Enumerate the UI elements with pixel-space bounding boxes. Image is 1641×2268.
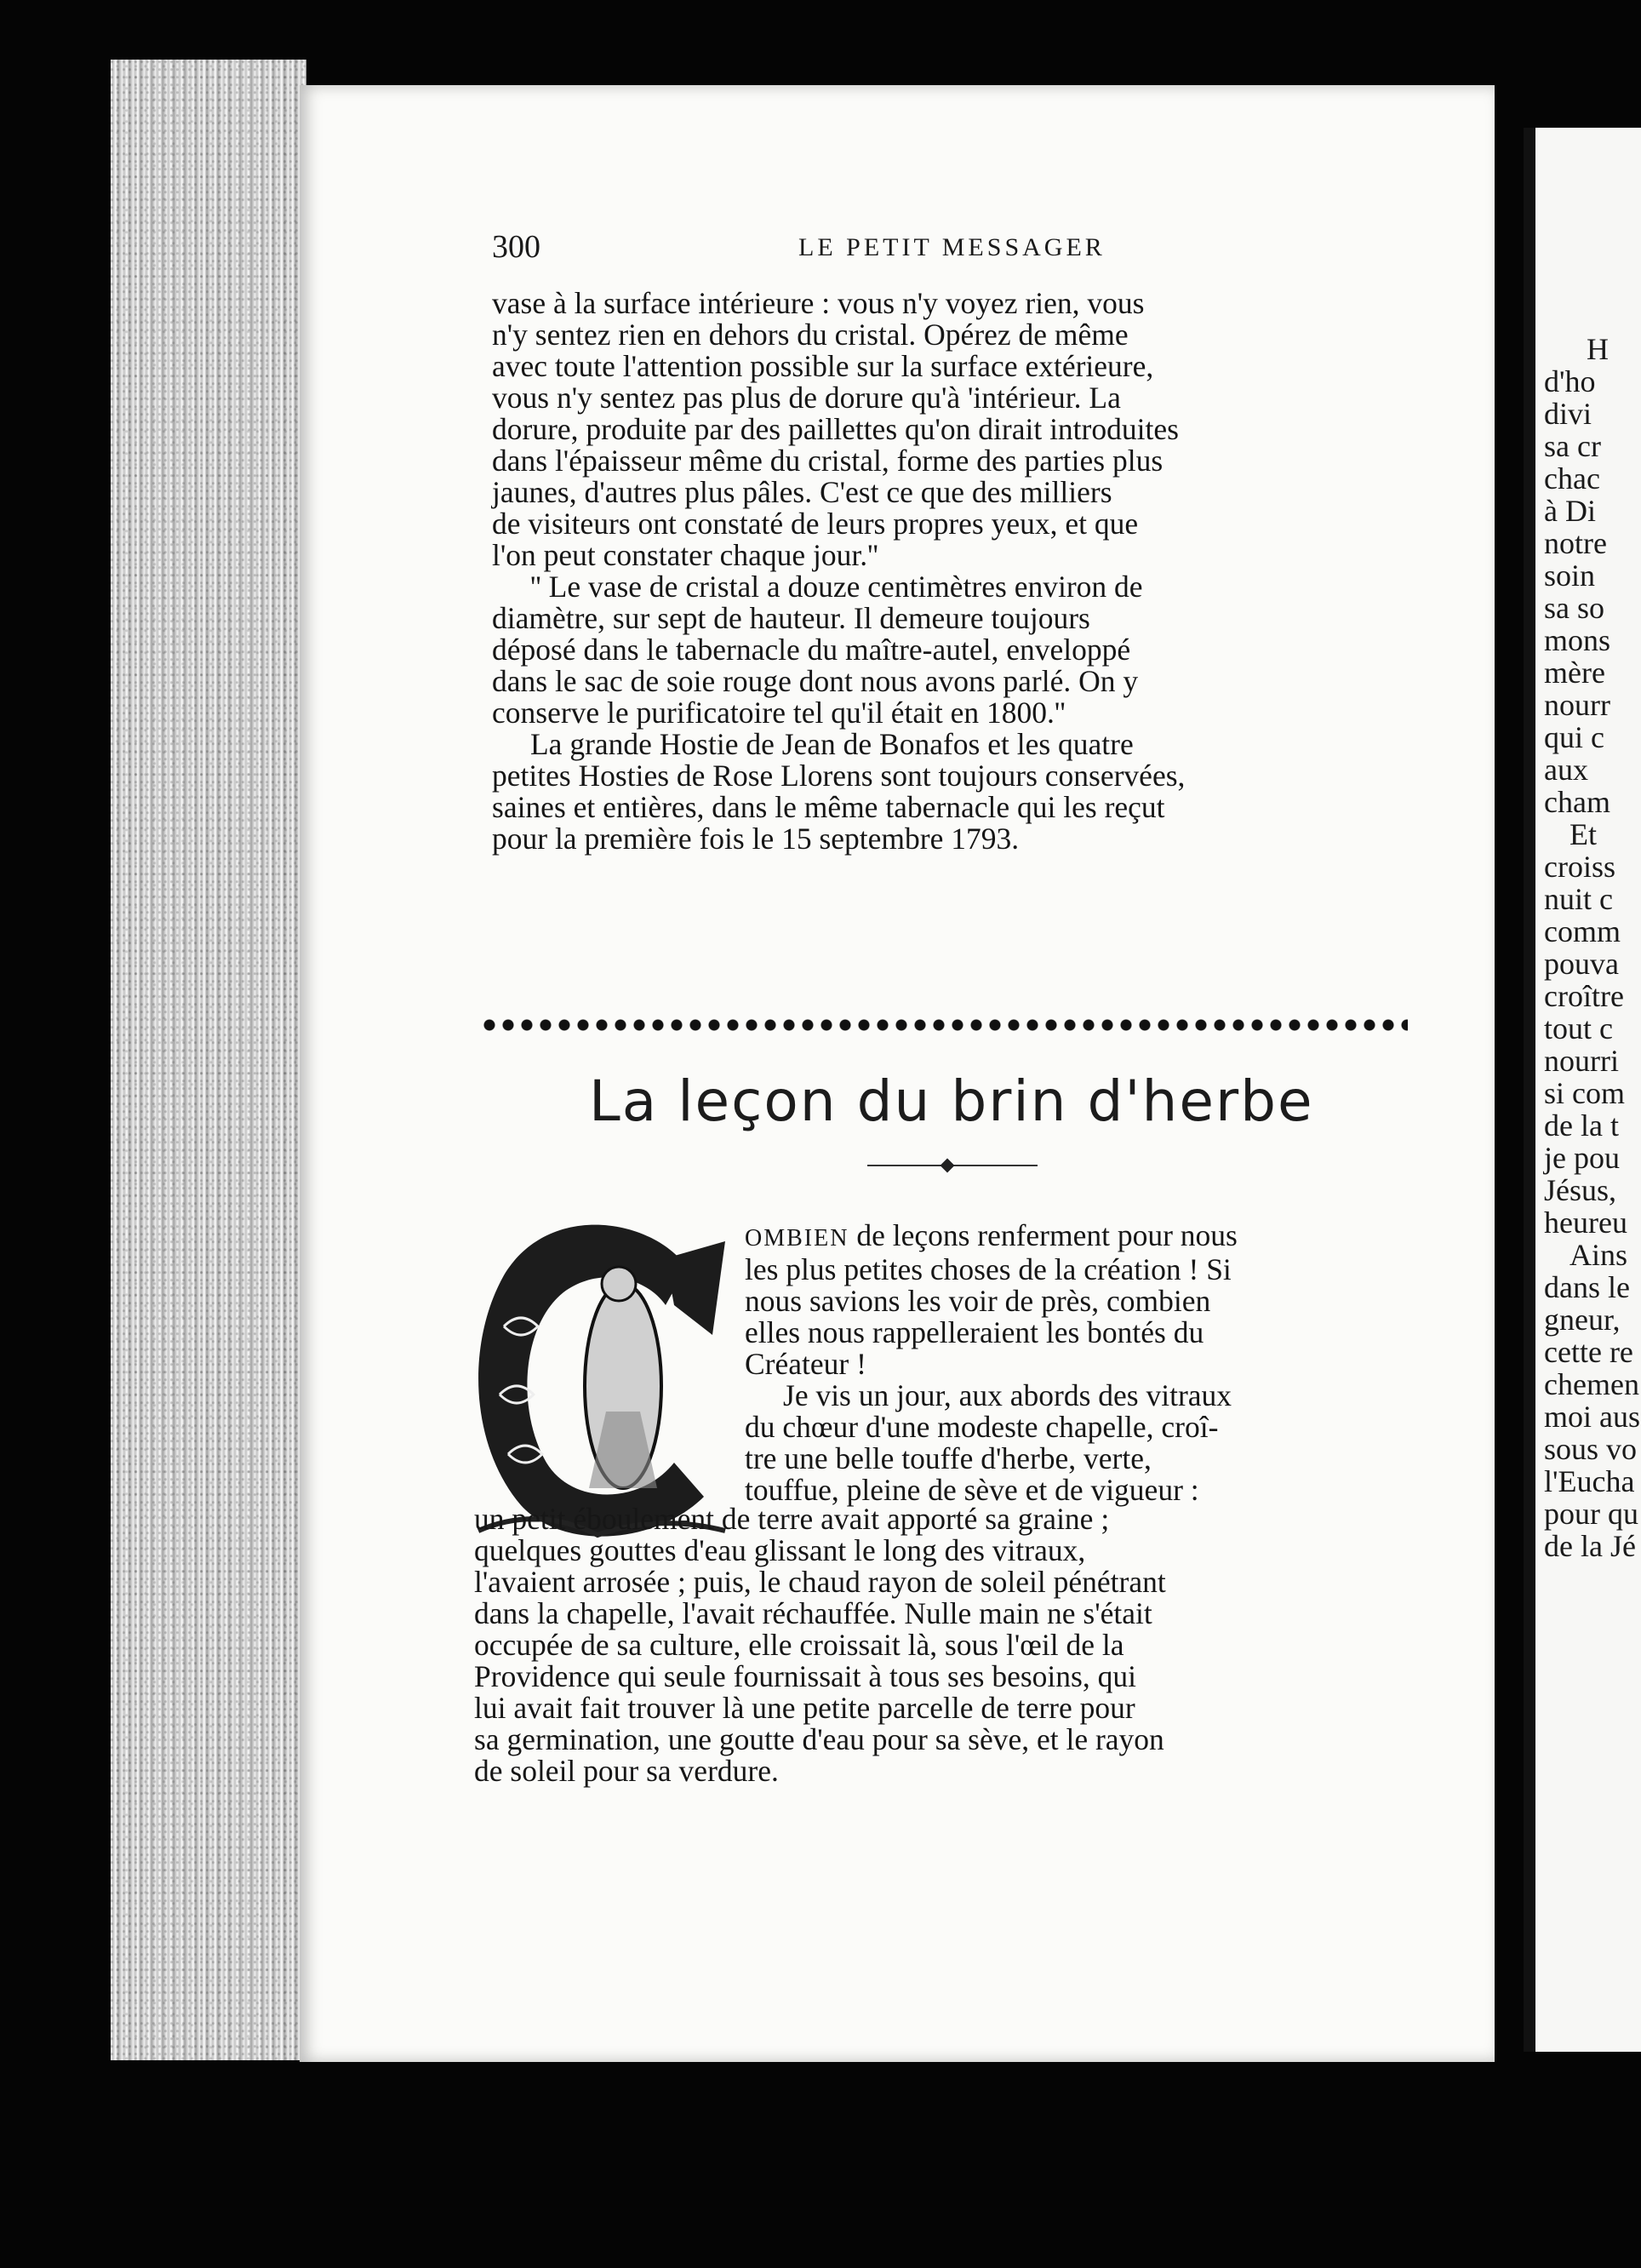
facing-line: divi [1544,397,1592,431]
text-line: diamètre, sur sept de hauteur. Il demeure toujours [492,601,1090,635]
facing-line: cette re [1544,1335,1633,1369]
facing-line: de la t [1544,1108,1619,1143]
text-line: l'avaient arrosée ; puis, le chaud rayon de soleil pénétrant [474,1565,1166,1599]
facing-line: mère [1544,656,1605,690]
text-line: occupée de sa culture, elle croissait là, sous l'œil de la [474,1628,1124,1662]
facing-line: pouva [1544,947,1619,981]
paragraph-continuation [492,288,1403,855]
text-line: conserve le purificatoire tel qu'il était en 1800.'' [492,696,1066,730]
text-line: pour la première fois le 15 septembre 1793. [492,822,1020,856]
facing-line: qui c [1544,720,1604,754]
facing-line: d'ho [1544,364,1596,398]
facing-line: chemen [1544,1367,1639,1401]
section-title: La leçon du brin d'herbe [589,1068,1314,1134]
text-line: de soleil pour sa verdure. [474,1754,779,1788]
facing-line: à Di [1544,494,1596,528]
text-line: touffue, pleine de sève et de vigueur : [745,1473,1199,1507]
text-line: de visiteurs ont constaté de leurs propres yeux, et que [492,507,1139,541]
facing-line: sa cr [1544,429,1601,463]
text-line: saines et entières, dans le même tabernacle qui les reçut [492,790,1165,824]
text-line: sa germination, une goutte d'eau pour sa sève, et le rayon [474,1722,1164,1756]
facing-line: dans le [1544,1270,1630,1304]
text-line [745,1220,1400,1254]
text-line: Créateur ! [745,1347,866,1381]
text-line: Je vis un jour, aux abords des vitraux [783,1378,1232,1412]
facing-line: croiss [1544,850,1615,884]
facing-line: sa so [1544,591,1604,625]
facing-line: comm [1544,914,1621,948]
facing-line: Et [1570,817,1597,851]
text-line: dorure, produite par des paillettes qu'on dirait introduites [492,412,1179,446]
text-line: tre une belle touffe d'herbe, verte, [745,1441,1152,1475]
text-line: '' Le vase de cristal a douze centimètres environ de [530,570,1143,604]
facing-line: tout c [1544,1011,1613,1045]
facing-line: aux [1544,753,1588,787]
title-rule [867,1165,1038,1166]
facing-line: nourri [1544,1044,1619,1078]
facing-line: l'Eucha [1544,1464,1635,1498]
text-line-rest: de leçons renferment pour nous [849,1218,1238,1252]
text-line: un petit éboulement de terre avait apporté sa graine ; [474,1502,1110,1536]
facing-line: mons [1544,623,1611,657]
facing-line: pour qu [1544,1497,1638,1531]
facing-line: nuit c [1544,882,1613,916]
text-line: les plus petites choses de la création ! Si [745,1252,1232,1286]
text-line: l'on peut constater chaque jour.'' [492,538,878,572]
book-page-stack [111,60,306,2060]
text-line: du chœur d'une modeste chapelle, croî- [745,1410,1219,1444]
facing-line: H [1587,332,1609,366]
facing-line: Ains [1570,1238,1628,1272]
text-line: lui avait fait trouver là une petite parcelle de terre pour [474,1691,1135,1725]
page-number: 300 [492,229,540,265]
text-line: déposé dans le tabernacle du maître-autel, enveloppé [492,633,1131,667]
facing-line: soin [1544,558,1596,593]
text-line: petites Hosties de Rose Llorens sont toujours conservées, [492,759,1186,793]
running-title: LE PETIT MESSAGER [798,233,1106,261]
facing-line: croître [1544,979,1624,1013]
text-line: dans la chapelle, l'avait réchauffée. Nulle main ne s'était [474,1596,1152,1630]
ornament-divider [480,1016,1408,1034]
facing-line: gneur, [1544,1303,1621,1337]
facing-page-fragment [1524,128,1641,2052]
text-line: nous savions les voir de près, combien [745,1284,1211,1318]
drop-cap-illustration [470,1207,734,1544]
facing-line: heureu [1544,1206,1627,1240]
text-line: vase à la surface intérieure : vous n'y voyez rien, vous [492,286,1145,320]
facing-line: cham [1544,785,1610,819]
facing-line: nourr [1544,688,1610,722]
facing-line: sous vo [1544,1432,1638,1466]
text-line: dans le sac de soie rouge dont nous avons parlé. On y [492,664,1139,698]
text-line: quelques gouttes d'eau glissant le long des vitraux, [474,1533,1086,1567]
lead-smallcaps: OMBIEN [745,1225,849,1251]
text-line: La grande Hostie de Jean de Bonafos et les quatre [530,727,1134,761]
text-line: avec toute l'attention possible sur la surface extérieure, [492,349,1154,383]
text-line: vous n'y sentez pas plus de dorure qu'à 'intérieur. La [492,381,1121,415]
facing-line: chac [1544,461,1600,495]
facing-line: Jésus, [1544,1173,1617,1207]
article-body [474,1503,1402,1787]
facing-line: notre [1544,526,1607,560]
facing-line: je pou [1544,1141,1620,1175]
text-line: jaunes, d'autres plus pâles. C'est ce que des milliers [492,475,1112,509]
facing-line: moi aus [1544,1400,1640,1434]
page-header [492,228,1343,266]
facing-line: de la Jé [1544,1529,1636,1563]
text-line: n'y sentez rien en dehors du cristal. Opérez de même [492,318,1129,352]
book-page [300,85,1495,2062]
article-intro [745,1220,1400,1506]
text-line: dans l'épaisseur même du cristal, forme des parties plus [492,444,1164,478]
text-line: elles nous rappelleraient les bontés du [745,1315,1204,1349]
facing-line: si com [1544,1076,1625,1110]
text-line: Providence qui seule fournissait à tous ses besoins, qui [474,1659,1136,1693]
